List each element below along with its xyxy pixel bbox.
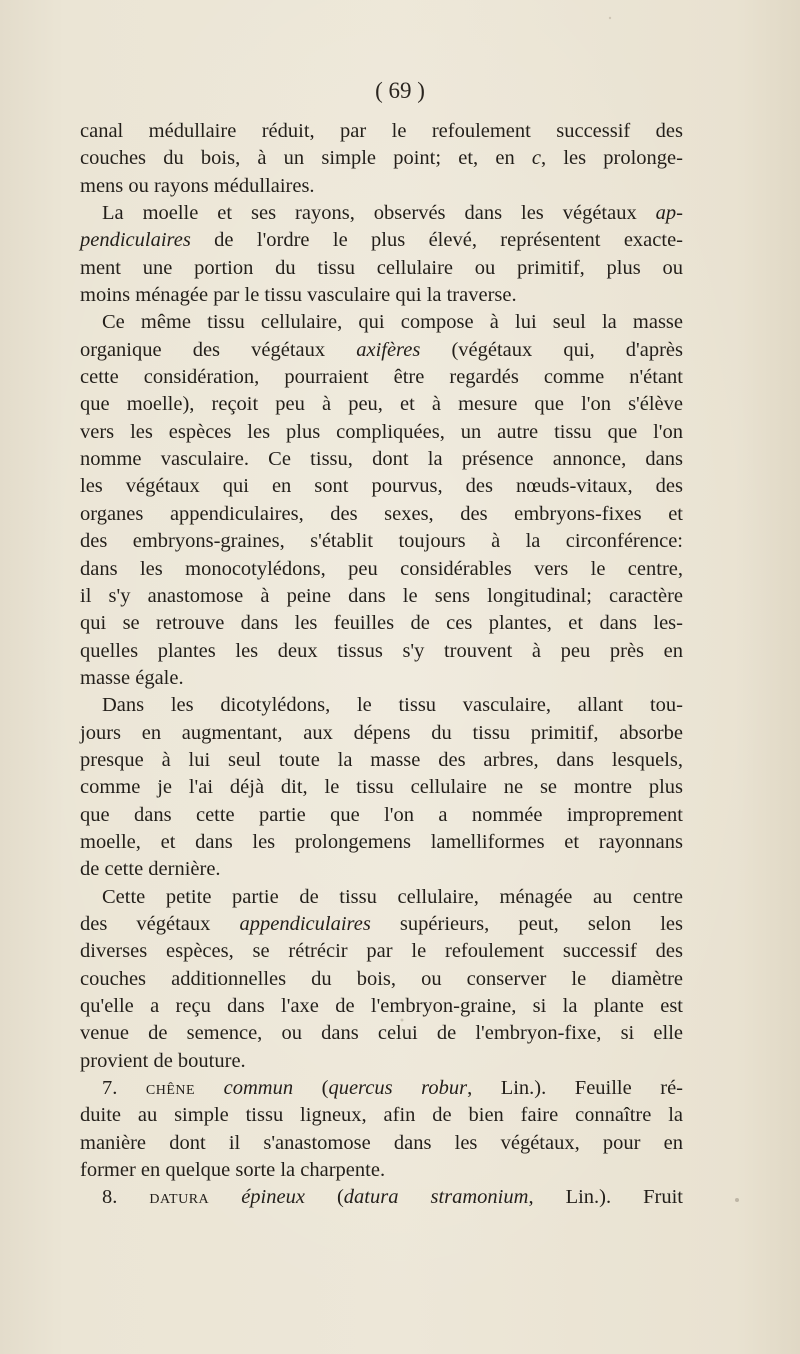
text-run: jours en augmentant, aux dépens du tissu primitif, absorbe [80, 721, 683, 744]
text-run: Cette petite partie de tissu cellulaire, ménagée au centre [102, 885, 683, 908]
text-run: ( [304, 1186, 344, 1209]
text-run: organique des végétaux [80, 338, 357, 361]
italic-text: commun [223, 1077, 294, 1100]
text-line [80, 173, 683, 200]
text-run: (végétaux qui, d'après [420, 338, 683, 361]
text-run: mens ou rayons médullaires. [80, 174, 315, 197]
text-run: qui se retrouve dans les feuilles de ces plantes, et dans les- [80, 612, 683, 635]
italic-text: c [531, 147, 541, 170]
text-line [80, 227, 683, 254]
text-run: des végétaux [80, 912, 240, 935]
text-run: moins ménagée par le tissu vasculaire qui la traverse. [80, 284, 517, 307]
text-run: presque à lui seul toute la masse des arbres, dans lesquels, [80, 748, 683, 771]
text-line [80, 200, 683, 227]
text-line [80, 692, 683, 719]
small-caps-text: chêne [145, 1077, 196, 1100]
italic-text: pendiculaires [80, 229, 191, 252]
text-run: nomme vasculaire. Ce tissu, dont la présence annonce, dans [80, 448, 683, 471]
text-line [80, 911, 683, 938]
italic-text: datura stramonium [343, 1186, 529, 1209]
text-line [80, 1130, 683, 1157]
text-line [80, 309, 683, 336]
text-line [80, 391, 683, 418]
text-run: de cette dernière. [80, 858, 221, 881]
text-line [80, 145, 683, 172]
text-run: masse égale. [80, 666, 184, 689]
text-run: , Lin.). Fruit [528, 1186, 684, 1209]
text-line [80, 528, 683, 555]
text-line [80, 774, 683, 801]
text-run [209, 1186, 241, 1208]
text-line [80, 556, 683, 583]
text-line [80, 419, 683, 446]
text-line [80, 583, 683, 610]
italic-text: ap- [655, 202, 683, 225]
text-line [80, 446, 683, 473]
text-line [80, 938, 683, 965]
text-run: duite au simple tissu ligneux, afin de bien faire connaître la [80, 1104, 683, 1127]
page-number: ( 69 ) [375, 78, 425, 103]
text-run: de l'ordre le plus élevé, représentent exacte- [190, 229, 683, 252]
text-run: former en quelque sorte la charpente. [80, 1159, 386, 1182]
text-run: organes appendiculaires, des sexes, des embryons-fixes et [80, 502, 683, 525]
text-line [80, 118, 683, 145]
text-line [80, 1048, 683, 1075]
text-line [80, 1157, 683, 1184]
text-run: cette considération, pourraient être regardés comme n'étant [80, 366, 683, 389]
text-line [80, 337, 683, 364]
text-run: 8. [102, 1186, 150, 1209]
text-run: provient de bouture. [80, 1049, 246, 1072]
text-run: les végétaux qui en sont pourvus, des nœuds-vitaux, des [80, 475, 683, 498]
text-line [80, 829, 683, 856]
text-run: supérieurs, peut, selon les [370, 912, 684, 935]
text-run: manière dont il s'anastomose dans les végétaux, pour en [80, 1131, 683, 1154]
text-run: ment une portion du tissu cellulaire ou primitif, plus ou [80, 256, 683, 279]
italic-text: épineux [241, 1186, 305, 1209]
text-line [80, 1184, 683, 1211]
body-text [80, 118, 683, 1212]
text-run: que dans cette partie que l'on a nommée improprement [80, 803, 683, 826]
text-line [80, 501, 683, 528]
italic-text: appendiculaires [239, 912, 371, 935]
text-run: couches du bois, à un simple point; et, en [80, 147, 532, 170]
text-line [80, 1020, 683, 1047]
text-run: , les prolonge- [541, 147, 683, 170]
text-run: dans les monocotylédons, peu considérables vers le centre, [80, 557, 683, 580]
text-line [80, 993, 683, 1020]
text-run: , Lin.). Feuille ré- [467, 1077, 684, 1100]
paper-speck [609, 17, 611, 19]
text-line [80, 473, 683, 500]
text-run: vers les espèces les plus compliquées, un autre tissu que l'on [80, 420, 683, 443]
text-line [80, 1075, 683, 1102]
text-run: qu'elle a reçu dans l'axe de l'embryon-graine, si la plante est [80, 995, 683, 1017]
text-run: ( [293, 1077, 329, 1100]
text-run: moelle, et dans les prolongemens lamelliformes et rayonnans [80, 830, 683, 853]
text-line [80, 1102, 683, 1129]
text-run: couches additionnelles du bois, ou conserver le diamètre [80, 967, 683, 990]
text-run: La moelle et ses rayons, observés dans les végétaux [102, 202, 656, 225]
text-line [80, 282, 683, 309]
text-run: Ce même tissu cellulaire, qui compose à lui seul la masse [102, 311, 683, 334]
text-run: venue de semence, ou dans celui de l'embryon-fixe, si elle [80, 1022, 683, 1045]
italic-text: axifères [356, 338, 421, 361]
text-line [80, 364, 683, 391]
text-run: que moelle), reçoit peu à peu, et à mesure que l'on s'élève [80, 393, 683, 416]
text-run: Dans les dicotylédons, le tissu vasculaire, allant tou- [102, 694, 683, 717]
text-line [80, 747, 683, 774]
text-line [80, 720, 683, 747]
text-run: quelles plantes les deux tissus s'y trouvent à peu près en [80, 639, 683, 662]
text-line [80, 856, 683, 883]
text-line [80, 610, 683, 637]
text-run: comme je l'ai déjà dit, le tissu cellulaire ne se montre plus [80, 776, 683, 799]
small-caps-text: datura [149, 1186, 210, 1209]
text-run: il s'y anastomose à peine dans le sens longitudinal; caractère [80, 584, 683, 607]
text-run: 7. [102, 1077, 146, 1100]
text-run: des embryons-graines, s'établit toujours à la circonférence: [80, 530, 683, 553]
text-line [80, 966, 683, 993]
text-line [80, 638, 683, 665]
italic-text: quercus robur [328, 1077, 468, 1100]
text-run: canal médullaire réduit, par le refoulement successif des [80, 120, 683, 142]
paper-speck [735, 1198, 739, 1202]
text-line [80, 665, 683, 692]
text-run: diverses espèces, se rétrécir par le refoulement successif des [80, 940, 683, 963]
text-line [80, 255, 683, 282]
text-line [80, 884, 683, 911]
text-run [195, 1077, 224, 1099]
text-line [80, 802, 683, 829]
